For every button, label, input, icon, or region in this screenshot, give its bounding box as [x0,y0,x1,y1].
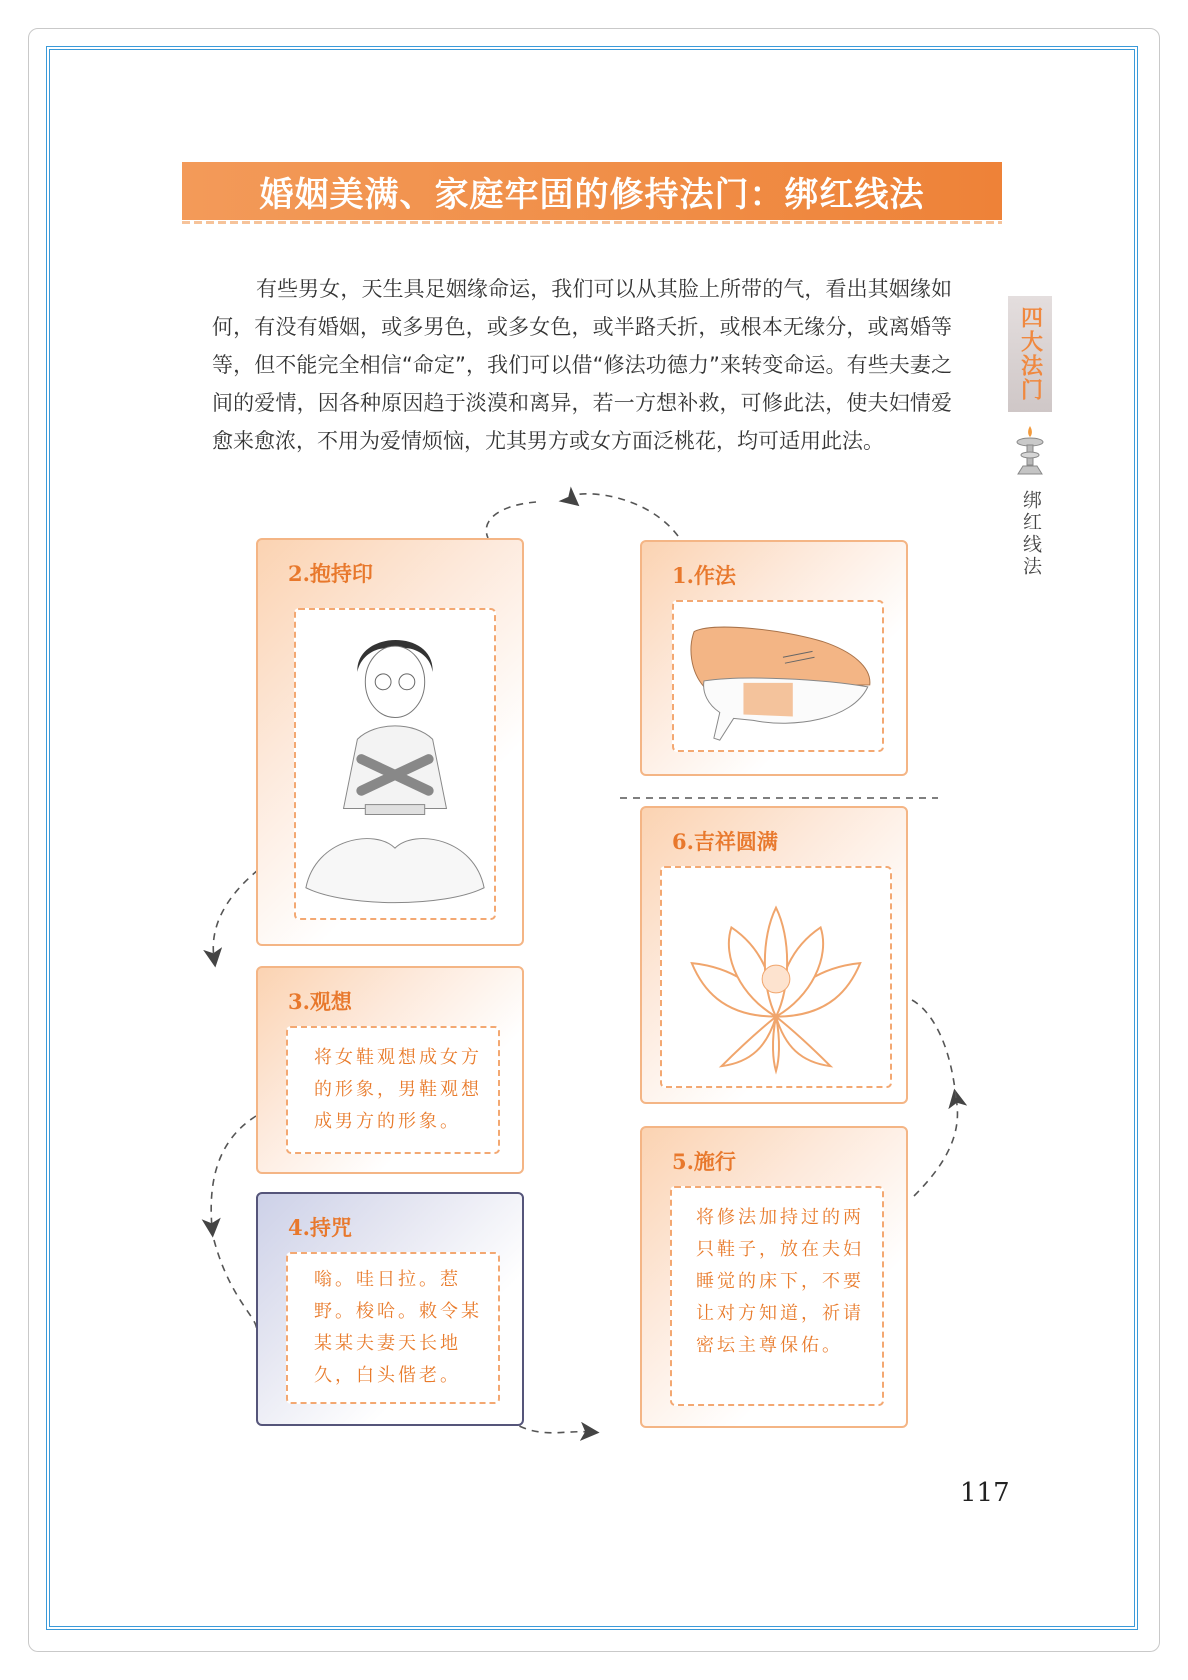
step-card-5 [640,1126,908,1428]
step-card-4 [256,1192,524,1426]
shoes-illustration [674,602,882,750]
step-5-title: 5.施行 [672,1149,736,1174]
step-card-1 [640,540,908,776]
title-banner [182,162,1002,220]
step-4-title: 4.持咒 [288,1215,352,1240]
intro-paragraph: 有些男女，天生具足姻缘命运，我们可以从其脸上所带的气，看出其姻缘如何，有没有婚姻，或多男色，或多女色，或半路夭折，或根本无缘分，或离婚等等，但不能完全相信“命定”，我们可以借“修法功德力”来转变命运。有些夫妻之间的爱情，因各种原因趋于淡漠和离异，若一方想补救，可修此法，使夫妇情爱愈来愈浓，不用为爱情烦恼，尤其男方或女方面泛桃花，均可适用此法。 [212,277,952,453]
step-3-text-frame [286,1026,500,1154]
meditating-man-illustration [296,610,494,918]
step-1-illustration-frame [672,600,884,752]
step-5-text-frame [670,1186,884,1406]
step-3-title: 3.观想 [288,989,352,1014]
step-card-6 [640,806,908,1104]
step-6-illustration-frame [660,866,892,1088]
side-tab-label: 四大法门 [1017,306,1043,402]
step-5-text: 将修法加持过的两只鞋子，放在夫妇睡觉的床下，不要让对方知道，祈请密坛主尊保佑。 [696,1207,864,1356]
step-card-2 [256,538,524,946]
side-label: 绑红线法 [1020,490,1042,578]
step-3-text: 将女鞋观想成女方的形象，男鞋观想成男方的形象。 [314,1047,482,1132]
step-4-text: 嗡。哇日拉。惹野。梭哈。敕令某某某夫妻天长地久，白头偕老。 [314,1269,482,1386]
lotus-illustration [662,868,890,1086]
step-2-illustration-frame [294,608,496,920]
step-2-title: 2.抱持印 [288,561,373,586]
page-title: 婚姻美满、家庭牢固的修持法门：绑红线法 [259,174,925,215]
step-4-text-frame [286,1252,500,1404]
step-1-title: 1.作法 [672,563,736,588]
step-6-title: 6.吉祥圆满 [672,829,778,854]
step-card-3 [256,966,524,1174]
side-section-tab [1008,296,1052,412]
page-number: 117 [960,1478,1010,1508]
lamp-icon [1010,422,1050,478]
